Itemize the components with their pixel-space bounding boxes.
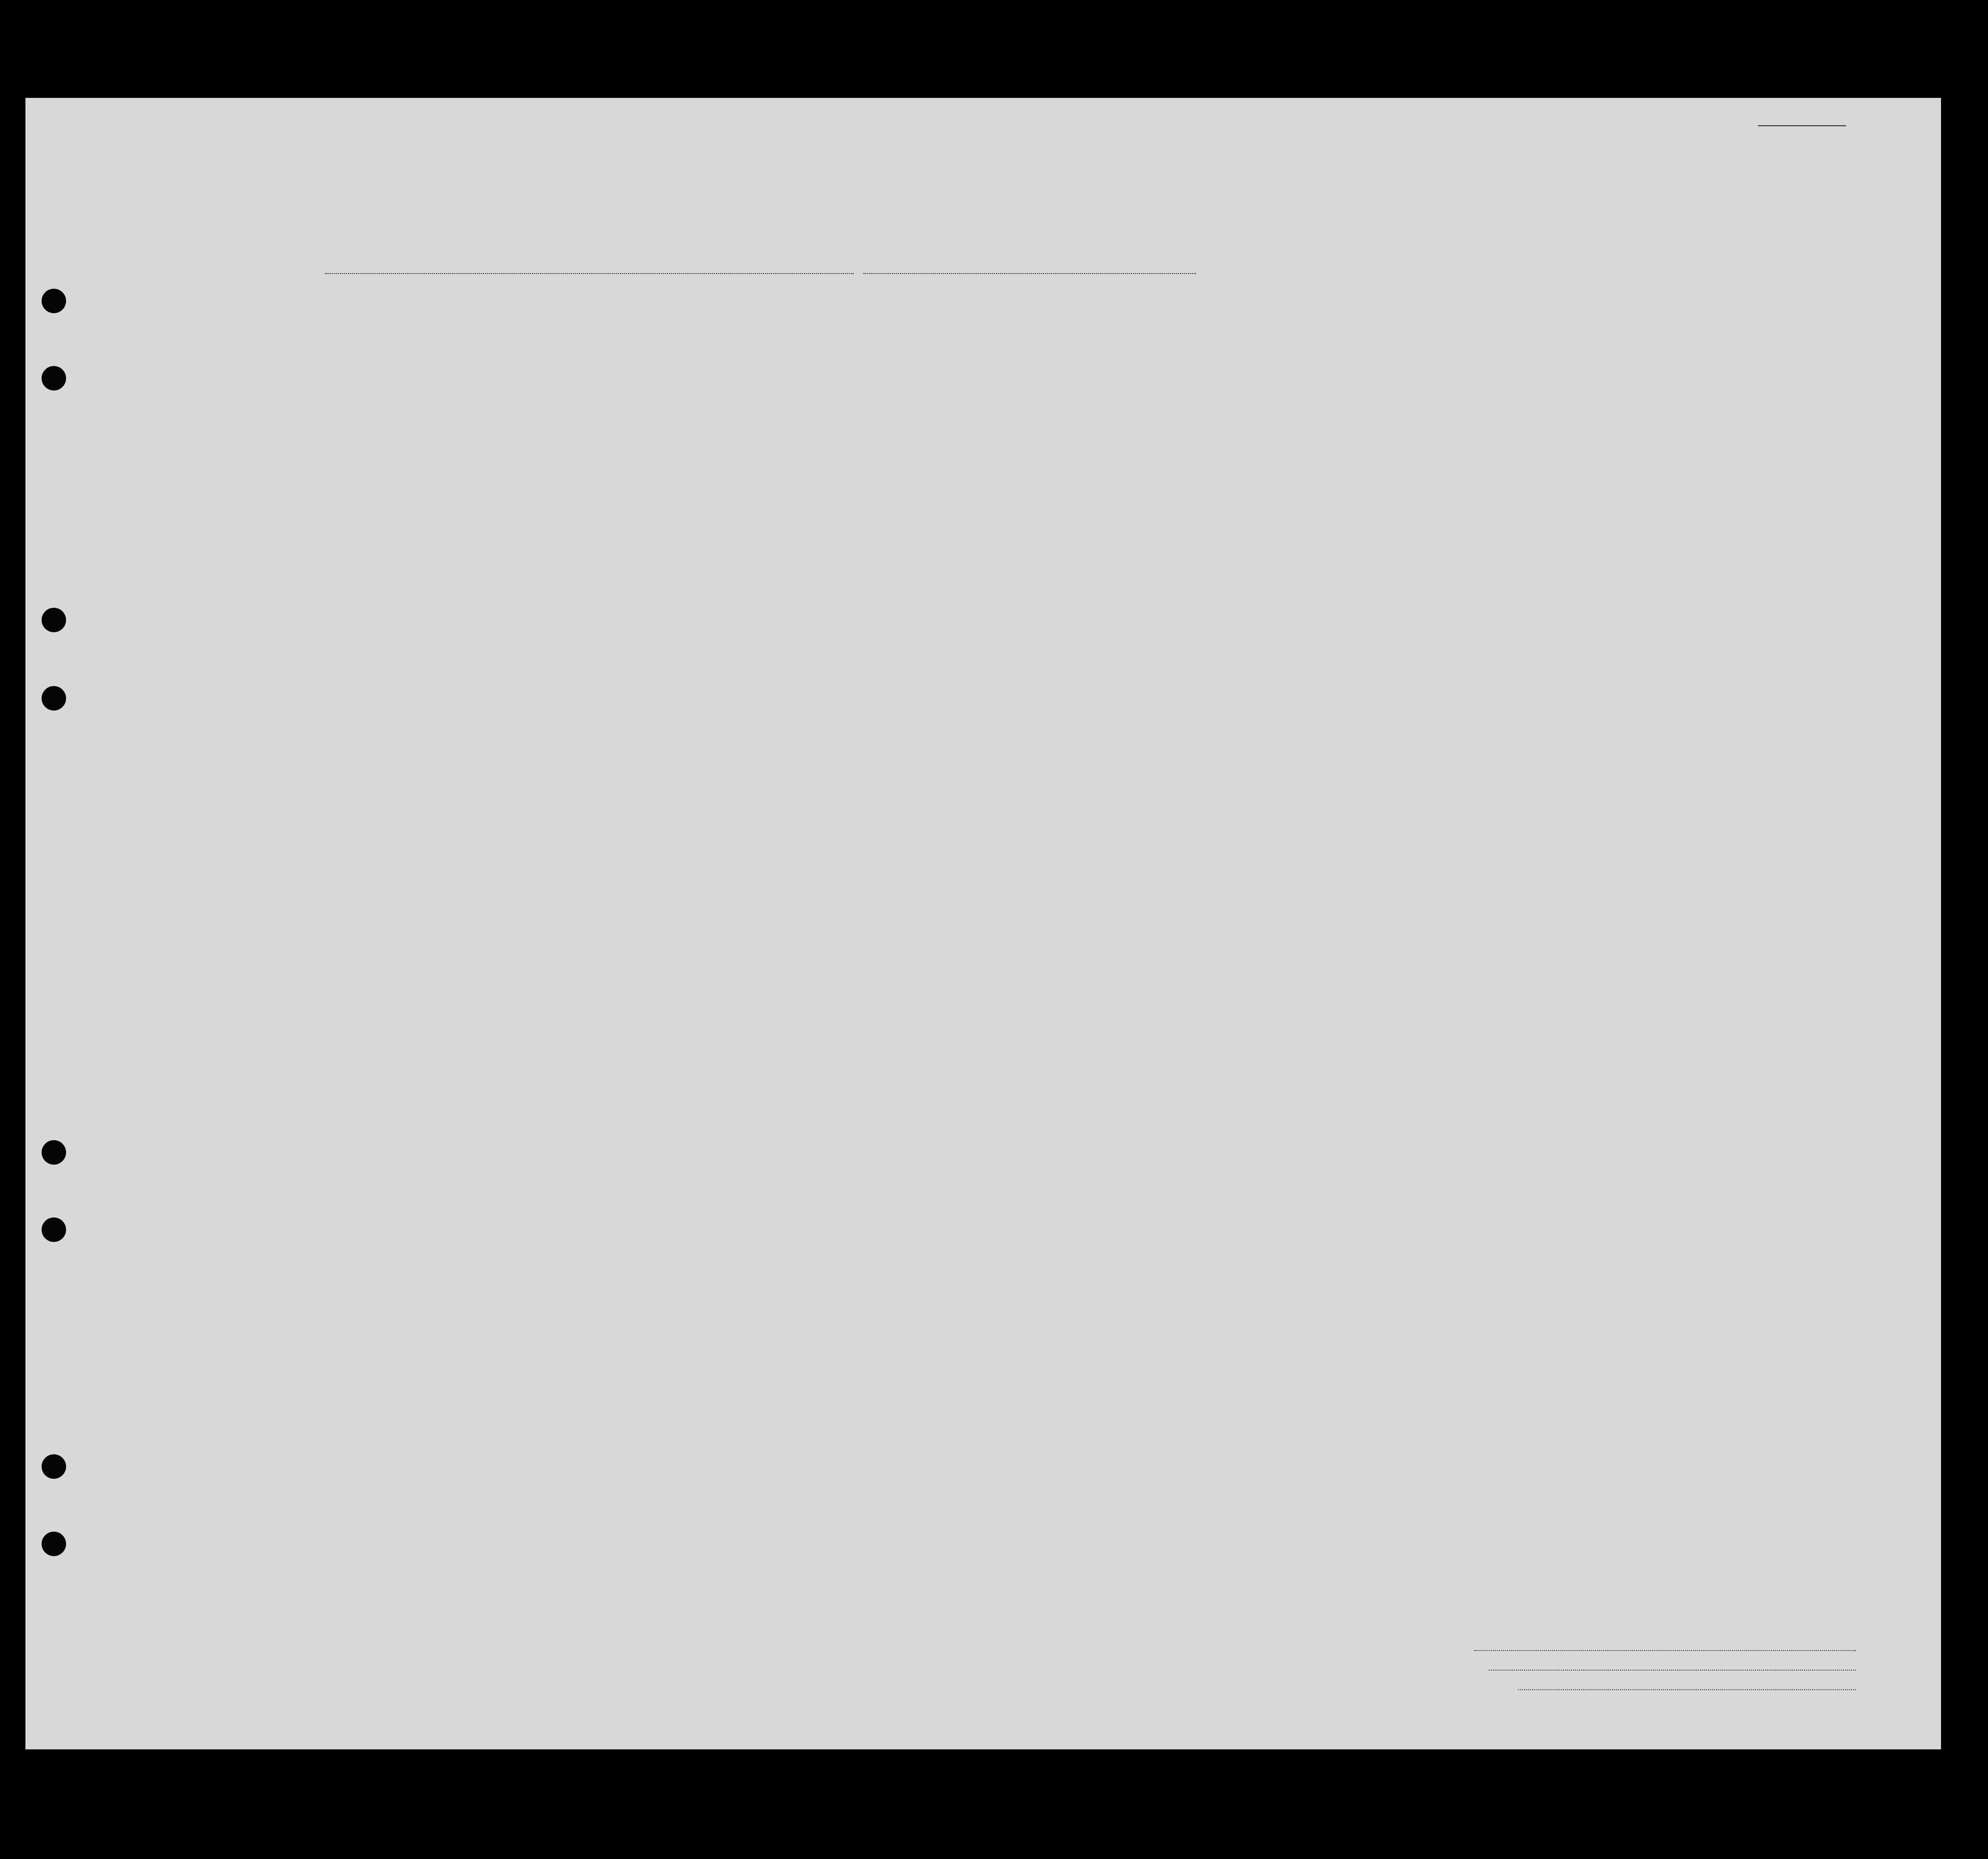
punch-hole bbox=[42, 1454, 66, 1479]
punch-hole bbox=[42, 1217, 66, 1242]
punch-hole bbox=[42, 608, 66, 632]
punch-hole bbox=[42, 289, 66, 313]
punch-hole bbox=[42, 1140, 66, 1165]
punch-hole bbox=[42, 1532, 66, 1556]
punch-hole bbox=[42, 366, 66, 390]
punch-hole bbox=[42, 686, 66, 711]
